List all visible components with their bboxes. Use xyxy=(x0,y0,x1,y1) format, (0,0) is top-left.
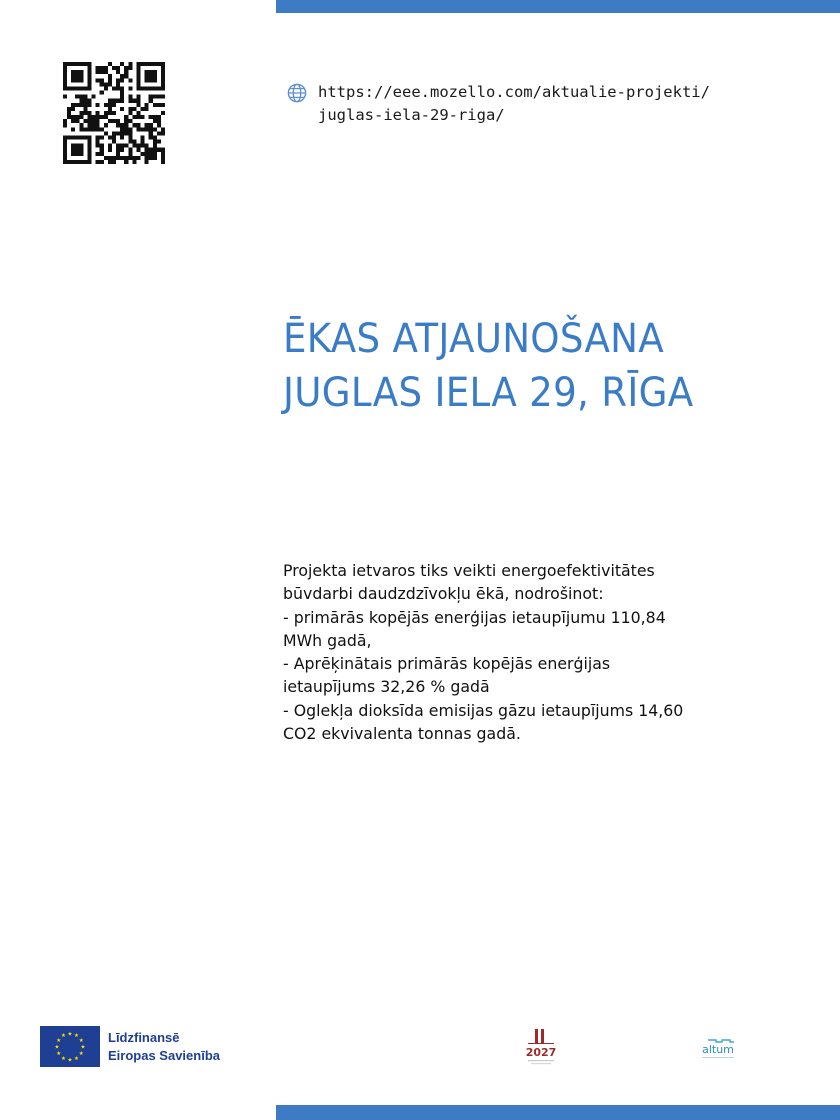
eu-star-icon: ★ xyxy=(56,1051,62,1057)
eu-star-icon: ★ xyxy=(74,1055,79,1062)
globe-icon xyxy=(287,83,307,103)
description-line: - Oglekļa dioksīda emisijas gāzu ietaupījums 14,60 xyxy=(283,700,684,720)
eu-star-icon: ★ xyxy=(78,1038,84,1044)
eu-star-icon: ★ xyxy=(56,1038,62,1044)
national-plan-2027-logo xyxy=(524,1027,558,1069)
description-line: CO2 ekvivalenta tonnas gadā. xyxy=(283,724,521,744)
eu-star-icon: ★ xyxy=(67,1057,73,1064)
eu-star-icon: ★ xyxy=(54,1044,60,1051)
eu-caption-line-2: Eiropas Savienība xyxy=(108,1048,220,1063)
altum-logo-text: altum xyxy=(702,1043,734,1056)
eu-star-icon: ★ xyxy=(78,1051,84,1057)
bottom-accent-bar xyxy=(276,1105,840,1120)
title-line-1: ĒKAS ATJAUNOŠANA xyxy=(283,316,665,362)
project-url-line-1[interactable]: https://eee.mozello.com/aktualie-projekti/ xyxy=(318,83,710,101)
eu-star-icon: ★ xyxy=(67,1031,73,1038)
project-link[interactable] xyxy=(287,81,807,127)
project-url[interactable] xyxy=(318,81,710,127)
description-line: MWh gadā, xyxy=(283,630,372,650)
logo-2027-text: 2027 xyxy=(525,1046,557,1059)
eu-star-icon: ★ xyxy=(61,1033,66,1040)
project-url-line-2[interactable]: juglas-iela-29-riga/ xyxy=(318,106,505,124)
description-line: - Aprēķinātais primārās kopējās enerģijas xyxy=(283,654,611,674)
altum-logo xyxy=(694,1034,742,1062)
eu-flag-icon xyxy=(40,1026,100,1067)
eu-star-icon: ★ xyxy=(80,1044,86,1051)
description-line: Projekta ietvaros tiks veikti energoefektivitātes xyxy=(283,561,655,580)
eu-caption-line-1: Līdzfinansē xyxy=(108,1030,180,1045)
title-line-2: JUGLAS IELA 29, RĪGA xyxy=(283,370,694,416)
eu-star-icon: ★ xyxy=(74,1033,79,1040)
eu-cofinancing-label xyxy=(108,1029,220,1065)
project-description xyxy=(283,559,746,745)
page-title xyxy=(283,312,785,420)
description-line: - primārās kopējās enerģijas ietaupījumu 110,84 xyxy=(283,607,666,627)
description-line: ietaupījums 32,26 % gadā xyxy=(283,677,490,697)
qr-code-icon[interactable] xyxy=(63,62,165,164)
top-accent-bar xyxy=(276,0,840,13)
eu-star-icon: ★ xyxy=(61,1055,66,1062)
description-line: būvdarbi daudzdzīvokļu ēkā, nodrošinot: xyxy=(283,584,604,604)
